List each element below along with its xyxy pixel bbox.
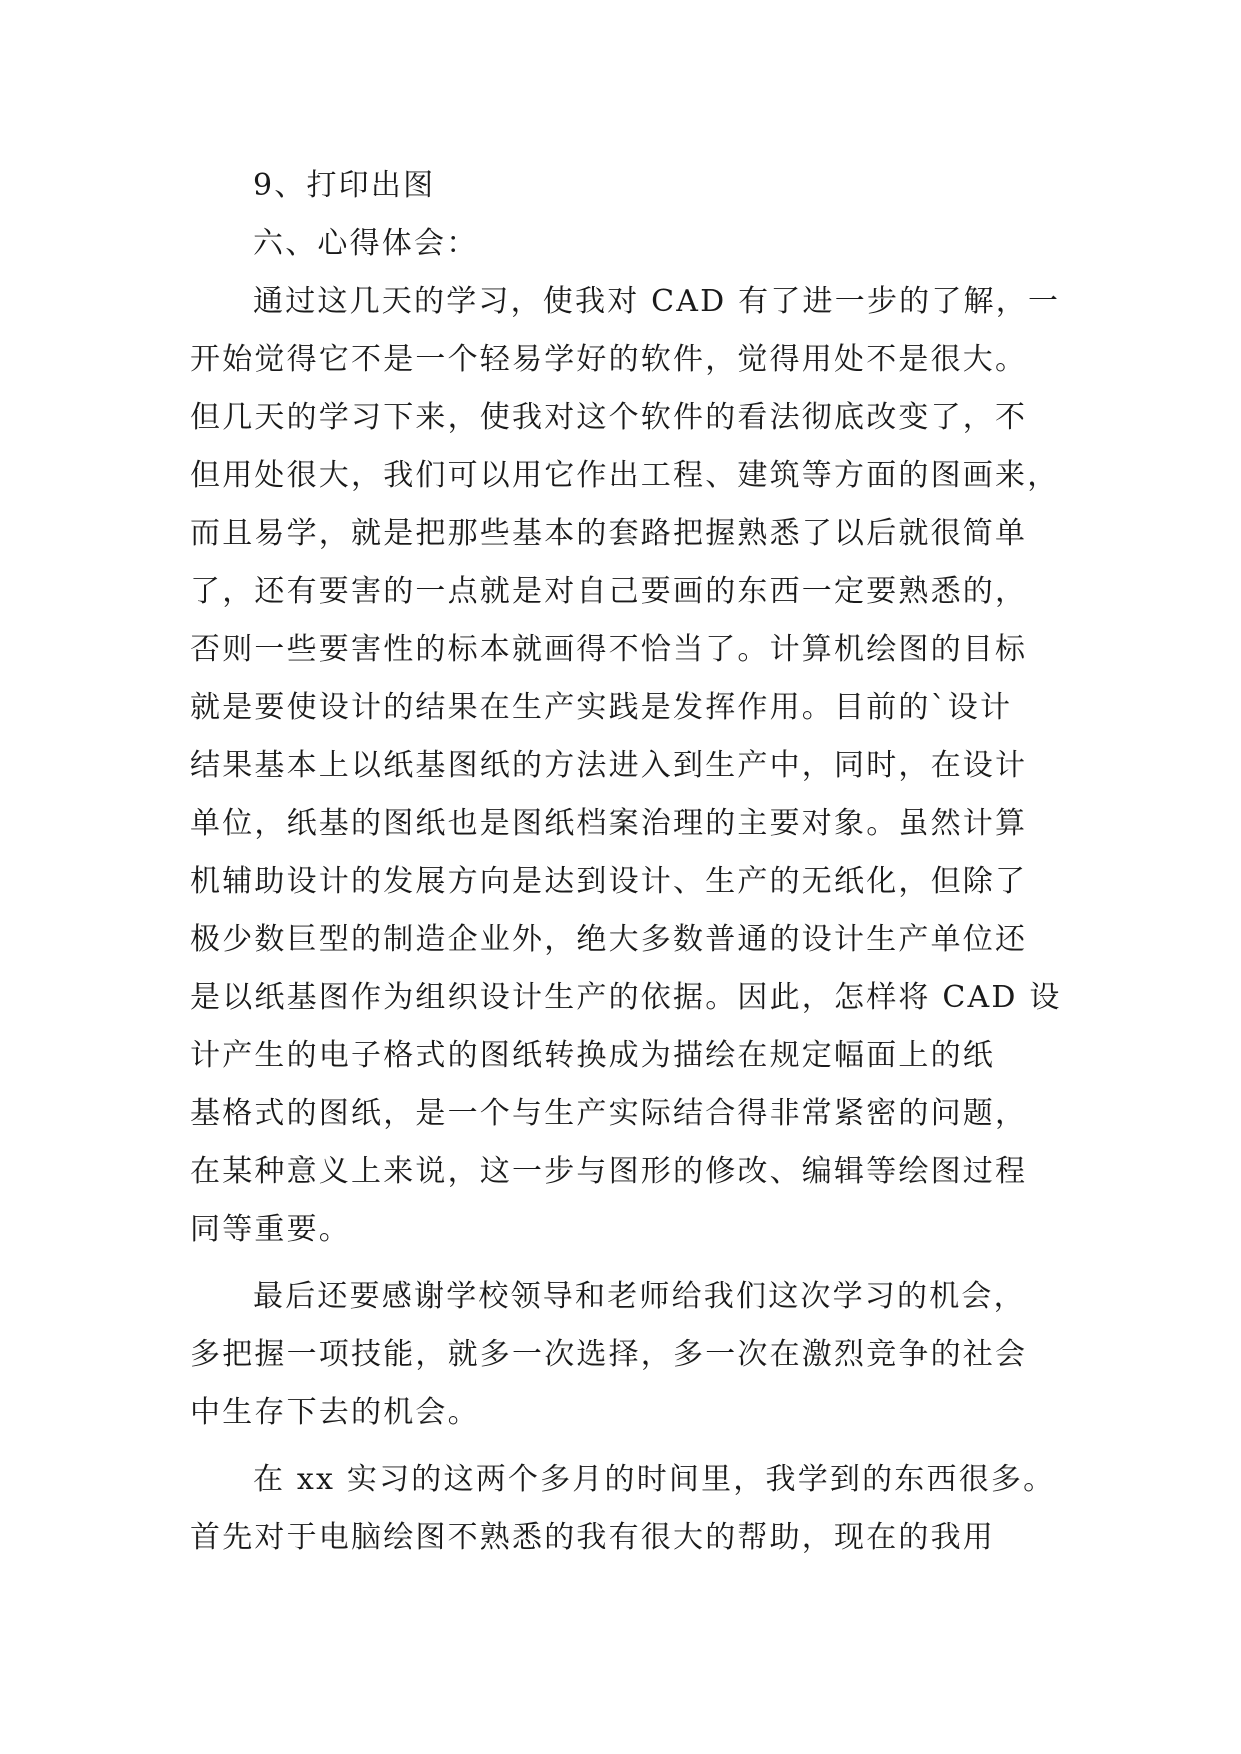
paragraph-line: 就是要使设计的结果在生产实践是发挥作用。目前的`设计 — [190, 690, 1013, 725]
paragraph-line: 了，还有要害的一点就是对自己要画的东西一定要熟悉的， — [190, 574, 1028, 609]
paragraph-line: 但几天的学习下来，使我对这个软件的看法彻底改变了，不 — [190, 400, 1028, 435]
paragraph-line: 极少数巨型的制造企业外，绝大多数普通的设计生产单位还 — [190, 922, 1028, 957]
paragraph-line: 多把握一项技能，就多一次选择，多一次在激烈竞争的社会 — [190, 1337, 1028, 1372]
paragraph-line: 而且易学，就是把那些基本的套路把握熟悉了以后就很简单 — [190, 516, 1028, 551]
paragraph-line: 单位，纸基的图纸也是图纸档案治理的主要对象。虽然计算 — [190, 806, 1028, 841]
paragraph-line: 开始觉得它不是一个轻易学好的软件，觉得用处不是很大。 — [190, 342, 1028, 377]
list-item-print-output: 9、打印出图 — [253, 168, 436, 203]
paragraph-line: 中生存下去的机会。 — [190, 1395, 480, 1430]
paragraph-line: 通过这几天的学习，使我对 CAD 有了进一步的了解，一 — [253, 284, 1061, 319]
paragraph-line: 是以纸基图作为组织设计生产的依据。因此，怎样将 CAD 设 — [190, 980, 1062, 1015]
section-heading-reflections: 六、心得体会： — [253, 226, 479, 261]
paragraph-line: 否则一些要害性的标本就画得不恰当了。计算机绘图的目标 — [190, 632, 1028, 667]
paragraph-line: 但用处很大，我们可以用它作出工程、建筑等方面的图画来， — [190, 458, 1060, 493]
paragraph-line: 首先对于电脑绘图不熟悉的我有很大的帮助，现在的我用 — [190, 1520, 995, 1555]
paragraph-line: 最后还要感谢学校领导和老师给我们这次学习的机会， — [253, 1279, 1026, 1314]
paragraph-line: 在某种意义上来说，这一步与图形的修改、编辑等绘图过程 — [190, 1154, 1028, 1189]
paragraph-line: 结果基本上以纸基图纸的方法进入到生产中，同时，在设计 — [190, 748, 1028, 783]
paragraph-line: 计产生的电子格式的图纸转换成为描绘在规定幅面上的纸 — [190, 1038, 995, 1073]
paragraph-line: 同等重要。 — [190, 1212, 351, 1247]
paragraph-line: 机辅助设计的发展方向是达到设计、生产的无纸化，但除了 — [190, 864, 1028, 899]
paragraph-line: 基格式的图纸，是一个与生产实际结合得非常紧密的问题， — [190, 1096, 1028, 1131]
paragraph-line: 在 xx 实习的这两个多月的时间里，我学到的东西很多。 — [253, 1462, 1056, 1497]
